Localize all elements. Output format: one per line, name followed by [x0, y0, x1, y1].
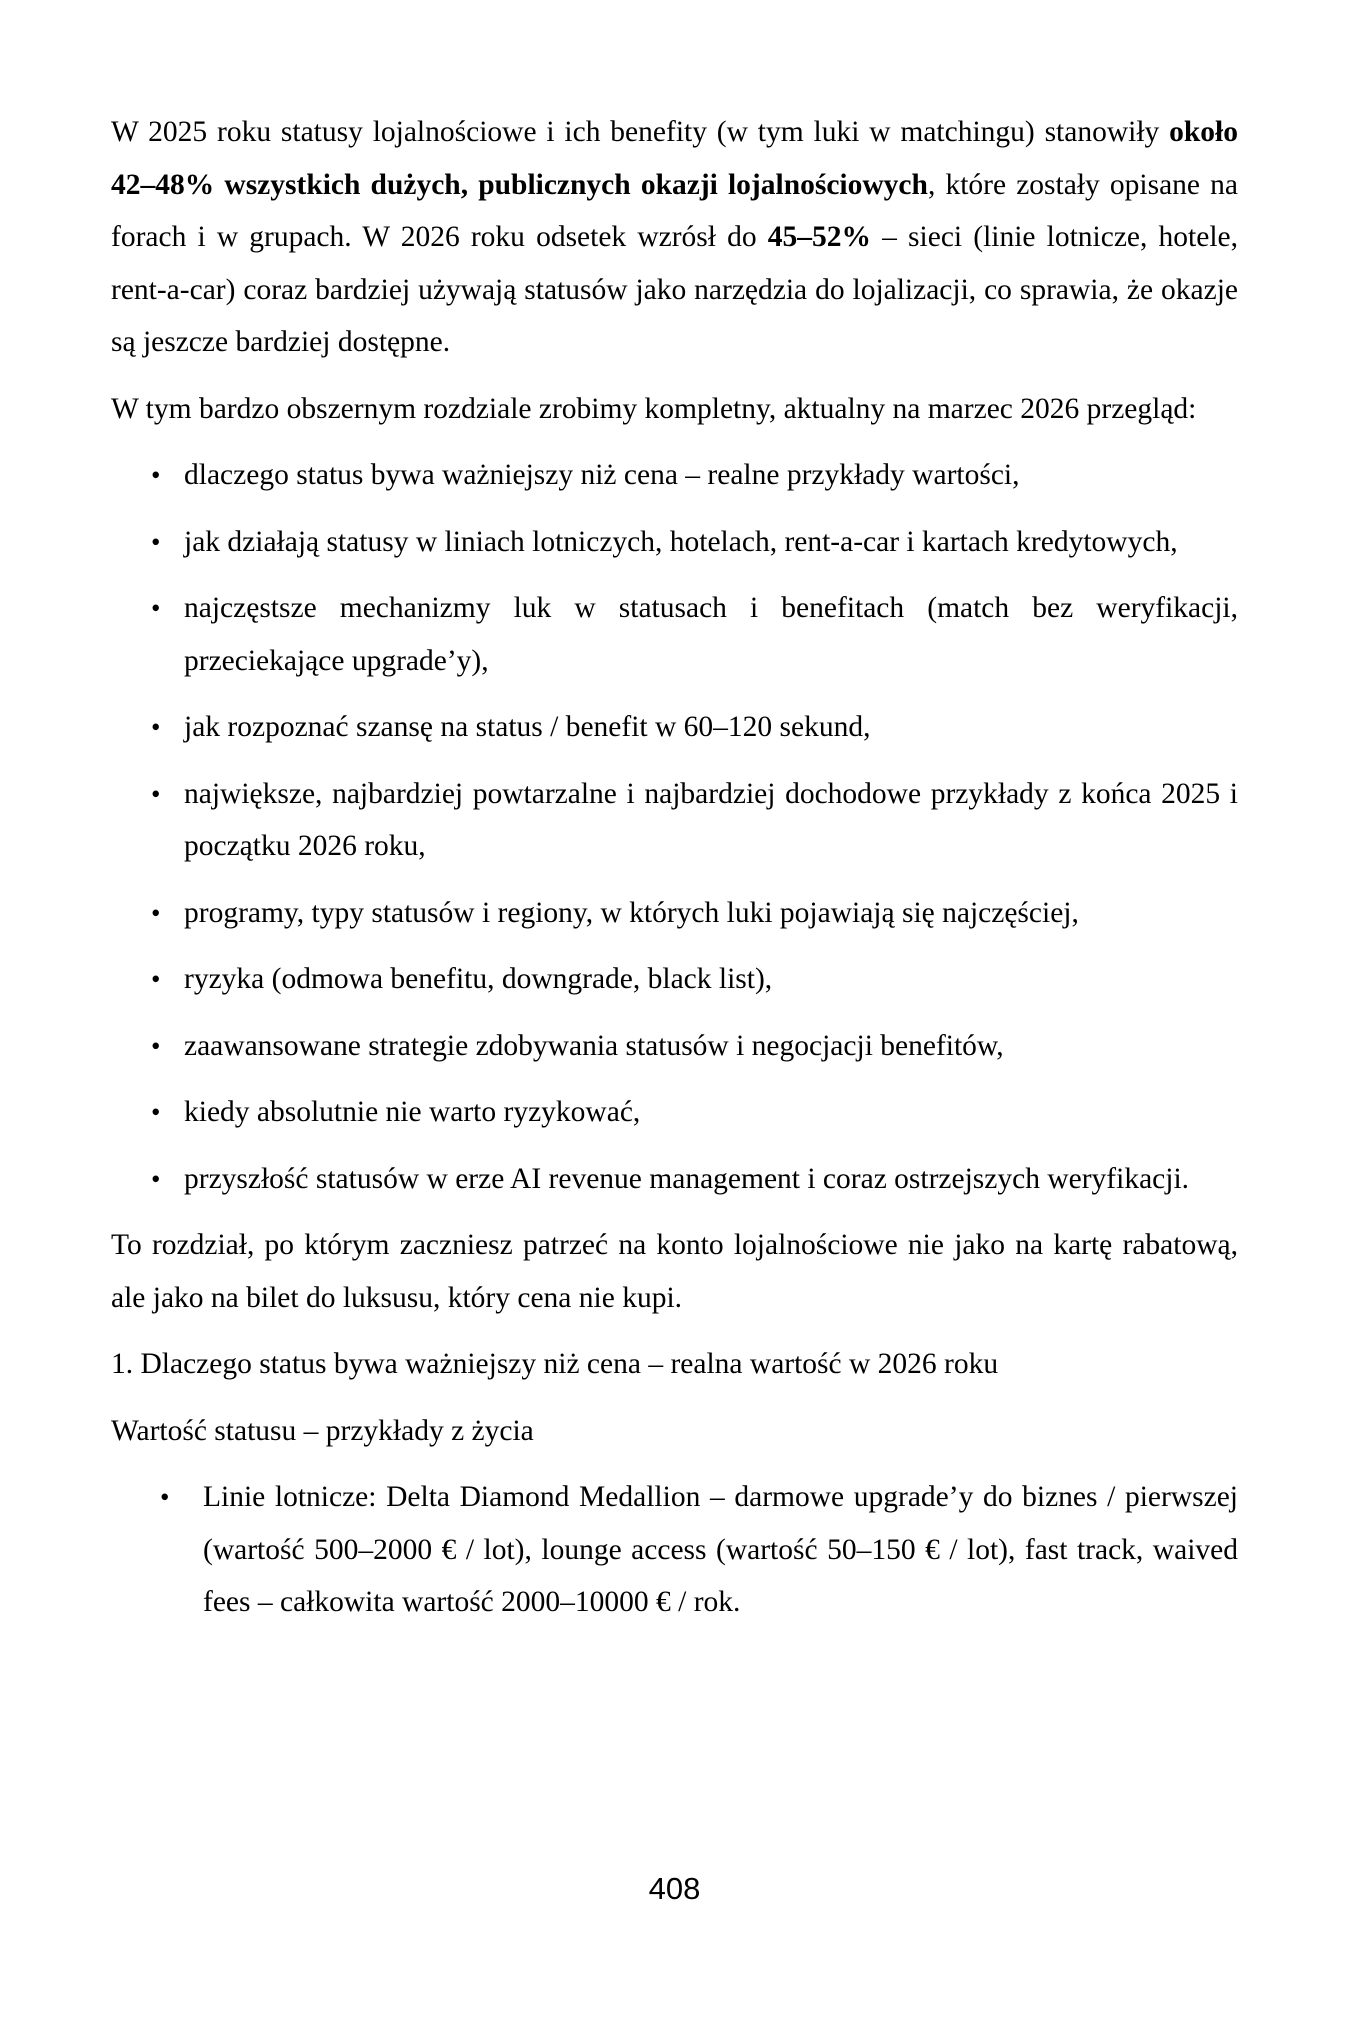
list-item-text: zaawansowane strategie zdobywania statusów i negocjacji benefitów,	[184, 1029, 1004, 1062]
bullet-icon: •	[160, 1482, 170, 1512]
bullet-icon: •	[151, 897, 161, 928]
section-subheading: Wartość statusu – przykłady z życia	[111, 1414, 534, 1447]
list-item-text: programy, typy statusów i regiony, w których luki pojawiają się najczęściej,	[184, 896, 1079, 929]
bullet-icon: •	[151, 526, 161, 557]
list-item	[111, 887, 1238, 940]
list-item	[111, 701, 1238, 754]
value-list	[111, 1471, 1238, 1629]
list-item	[111, 1153, 1238, 1206]
bullet-icon: •	[151, 712, 161, 742]
overview-list	[111, 449, 1238, 1205]
list-item	[111, 768, 1238, 873]
bullet-icon: •	[151, 1097, 161, 1127]
intro-bold-stat-2026: 45–52%	[767, 221, 872, 253]
list-item-text: jak działają statusy w liniach lotniczych, hotelach, rent-a-car i kartach kredytowych,	[184, 525, 1178, 558]
paragraph-conclusion: To rozdział, po którym zaczniesz patrzeć na konto lojalnościowe nie jako na kartę rabatową, ale jako na bilet do luksusu, który cena nie kupi.	[111, 1229, 1238, 1314]
section-heading: 1. Dlaczego status bywa ważniejszy niż cena – realna wartość w 2026 roku	[111, 1348, 999, 1380]
bullet-icon: •	[151, 593, 161, 623]
page-number: 408	[648, 1871, 701, 1906]
list-item	[111, 1471, 1238, 1629]
list-item-text: ryzyka (odmowa benefitu, downgrade, black list),	[184, 963, 773, 995]
list-item-text: największe, najbardziej powtarzalne i najbardziej dochodowe przykłady z końca 2025 i początku 2026 roku,	[184, 777, 1238, 862]
list-item	[111, 1086, 1238, 1139]
list-item	[111, 1020, 1238, 1073]
intro-text-2: , które zostały opisane na forach i w grupach. W 2026 roku odsetek wzrósł do	[111, 168, 1238, 253]
list-item-text: Linie lotnicze: Delta Diamond Medallion – darmowe upgrade’y do biznes / pierwszej (wartość 500–2000 € / lot), lounge access (wartość 50–150 € / lot), fast track, waived fees – całkowita wartość 2000–10000 € / rok.	[203, 1481, 1238, 1618]
list-item-text: najczęstsze mechanizmy luk w statusach i benefitach (match bez weryfikacji, przeciekające upgrade’y),	[184, 592, 1238, 677]
bullet-icon: •	[151, 778, 161, 809]
list-item	[111, 449, 1238, 502]
list-item-text: dlaczego status bywa ważniejszy niż cena – realne przykłady wartości,	[184, 459, 1020, 491]
intro-text-1: W 2025 roku statusy lojalnościowe i ich benefity (w tym luki w matchingu) stanowiły	[111, 116, 1170, 148]
bullet-icon: •	[151, 460, 161, 490]
list-item	[111, 516, 1238, 569]
bullet-icon: •	[151, 1030, 161, 1061]
list-item-text: jak rozpoznać szansę na status / benefit w 60–120 sekund,	[184, 711, 871, 743]
list-item	[111, 953, 1238, 1006]
bullet-icon: •	[151, 964, 161, 994]
bullet-icon: •	[151, 1163, 161, 1194]
intro-text-3: – sieci (linie lotnicze, hotele, rent-a-car) coraz bardziej używają statusów jako narzędzia do lojalizacji, co sprawia, że okazje są jeszcze bardziej dostępne.	[111, 221, 1238, 358]
list-item-text: kiedy absolutnie nie warto ryzykować,	[184, 1096, 641, 1128]
paragraph-overview-lead: W tym bardzo obszernym rozdziale zrobimy kompletny, aktualny na marzec 2026 przegląd:	[111, 392, 1197, 425]
list-item	[111, 582, 1238, 687]
intro-bold-stat-2025: około 42–48% wszystkich dużych, publicznych okazji lojalnościowych	[111, 116, 1238, 201]
paragraph-intro	[111, 106, 1238, 369]
list-item-text: przyszłość statusów w erze AI revenue management i coraz ostrzejszych weryfikacji.	[184, 1162, 1190, 1195]
